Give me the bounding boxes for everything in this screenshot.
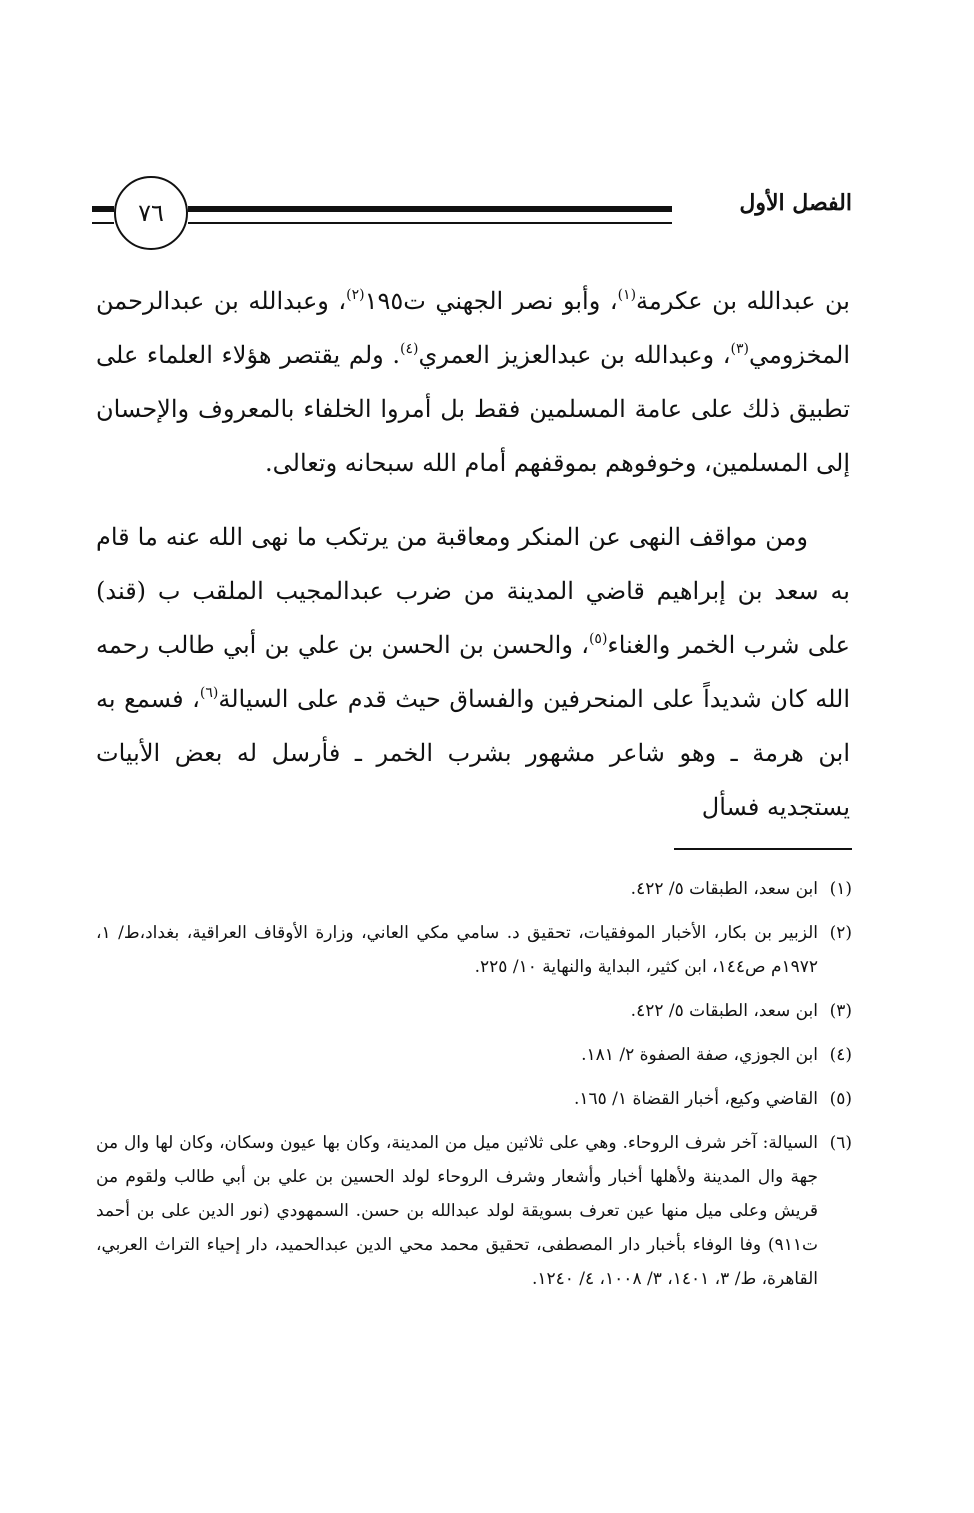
footnote-number: (٤) <box>829 1045 852 1065</box>
chapter-title: الفصل الأول <box>739 190 852 216</box>
p2-segment: ، والحسن بن الحسن بن علي بن أبي طالب رحمه الله كان شديداً على المنحرفين والفساق حيث قدم على السيالة <box>96 631 850 713</box>
p1-segment: . ولم يقتصر هؤلاء العلماء على تطبيق ذلك على عامة المسلمين فقط بل أمروا الخلفاء بالمعروف والإحسان إلى المسلمين، وخوفوهم بموقفهم أمام الله سبحانه وتعالى. <box>96 341 850 477</box>
footnote-number: (٥) <box>829 1089 852 1109</box>
footnote-text: ابن سعد، الطبقات ٥/ ٤٢٢. <box>630 879 818 899</box>
footnote <box>96 1082 852 1116</box>
p2-segment: ومن مواقف النهى عن المنكر ومعاقبة من يرتكب ما نهى الله عنه ما قام به سعد بن إبراهيم قاضي المدينة من ضرب عبدالمجيب الملقب ب (قند) على شرب الخمر والغناء <box>96 523 850 659</box>
p1-segment: بن عبدالله بن عكرمة <box>636 287 850 315</box>
p1-segment: ، وعبدالله بن عبدالرحمن المخزومي <box>96 287 850 369</box>
footnote-ref: (٣) <box>730 341 749 357</box>
paragraph-1 <box>96 274 850 490</box>
footnote-text: السيالة: آخر شرف الروحاء. وهي على ثلاثين ميل من المدينة، وكان بها عيون وسكان، وكان لها وال من جهة وال المدينة ولأهلها أخبار وأشعار وشرف الروحاء لولد الحسين بن علي بن أبي طالب ولقوم من قريش وعلى ميل منها عين تعرف بسويقة لولد عبدالله بن حسن. السمهودي (نور الدين على بن أحمد ت٩١١) وفا الوفاء بأخبار دار المصطفى، تحقيق محمد محي الدين عبدالحميد، دار إحياء التراث العربي، القاهرة، ط/ ٣، ١٤٠١، ٣/ ١٠٠٨، ٤/ ١٢٤٠. <box>96 1133 818 1289</box>
footnote-number: (٦) <box>829 1133 852 1153</box>
footnote-number: (٢) <box>829 923 852 943</box>
footnote-text: القاضي وكيع، أخبار القضاة ١/ ١٦٥. <box>573 1089 818 1109</box>
footnote-separator <box>674 848 852 850</box>
footnote-ref: (٥) <box>588 631 608 647</box>
page-number: ٧٦ <box>138 199 164 227</box>
p1-segment: ، وعبدالله بن عبدالعزيز العمري <box>418 341 731 369</box>
footnote-ref: (٦) <box>199 685 219 701</box>
paragraph-2 <box>96 510 850 834</box>
page-header <box>92 176 852 256</box>
footnote-number: (١) <box>829 879 852 899</box>
footnote-text: الزبير بن بكار، الأخبار الموفقيات، تحقيق د. سامي مكي العاني، وزارة الأوقاف العراقية، بغداد،ط/ ١، ١٩٧٢م ص١٤٤، ابن كثير، البداية والنهاية ١٠/ ٢٢٥. <box>96 923 818 977</box>
footnotes <box>96 872 852 1306</box>
footnote-text: ابن سعد، الطبقات ٥/ ٤٢٢. <box>630 1001 818 1021</box>
footnote <box>96 994 852 1028</box>
page-number-circle <box>114 176 188 250</box>
header-rule <box>188 206 672 224</box>
footnote <box>96 1126 852 1296</box>
p1-segment: ، وأبو نصر الجهني ت١٩٥ <box>364 287 618 315</box>
footnote-ref: (٤) <box>399 341 419 357</box>
footnote-ref: (١) <box>617 287 637 303</box>
footnote <box>96 1038 852 1072</box>
p2-segment: ، فسمع به ابن هرمة ـ وهو شاعر مشهور بشرب الخمر ـ فأرسل له بعض الأبيات يستجديه فسأل <box>96 685 850 821</box>
body-text <box>96 274 850 834</box>
footnote-text: ابن الجوزي، صفة الصفوة ٢/ ١٨١. <box>581 1045 818 1065</box>
header-tick <box>92 206 114 224</box>
footnote <box>96 872 852 906</box>
footnote <box>96 916 852 984</box>
footnote-ref: (٢) <box>346 287 365 303</box>
footnote-number: (٣) <box>829 1001 852 1021</box>
